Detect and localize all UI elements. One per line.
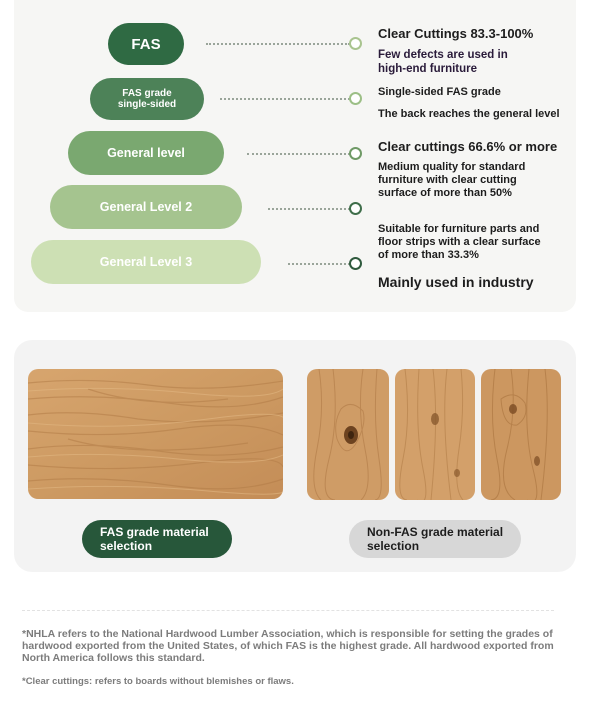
connector-line (268, 208, 350, 210)
grade-pill-general-level-3: General Level 3 (31, 240, 261, 284)
connector-dot-icon (349, 202, 362, 215)
grade-pill-fas-single-sided: FAS grade single-sided (90, 78, 204, 120)
non-fas-wood-board-image-3 (481, 369, 561, 500)
connector-line (288, 263, 350, 265)
grade-description-level-2 (378, 223, 550, 262)
connector-line (220, 98, 350, 100)
grade-pill-fas: FAS (108, 23, 184, 65)
grade-pill-general-level: General level (68, 131, 224, 175)
connector-line (247, 153, 350, 155)
description-detail: Medium quality for standard furniture with clear cutting surface of more than 50% (378, 161, 526, 199)
grade-description-general (378, 139, 583, 200)
connector-dot-icon (349, 92, 362, 105)
connector-dot-icon (349, 147, 362, 160)
clear-cuttings-footnote: *Clear cuttings: refers to boards without blemishes or flaws. (22, 676, 294, 687)
description-title: Single-sided FAS grade (378, 86, 501, 98)
non-fas-wood-board-image-1 (307, 369, 389, 500)
fas-material-label: FAS grade material selection (82, 520, 232, 558)
nhla-footnote: *NHLA refers to the National Hardwood Lumber Association, which is responsible for setting the grades of hardwood exported from the United States, of which FAS is the highest grade. All hardwood exported from North America follows this standard. (22, 628, 554, 664)
connector-dot-icon (349, 37, 362, 50)
description-title: Clear cuttings 66.6% or more (378, 139, 558, 154)
knotted-wood-grain-icon (307, 369, 389, 500)
description-detail: The back reaches the general level (378, 108, 560, 120)
grade-description-level-3 (378, 274, 578, 291)
description-title: Clear Cuttings 83.3-100% (378, 26, 534, 41)
connector-line (206, 43, 350, 45)
knotted-wood-grain-icon (481, 369, 561, 500)
section-divider (22, 610, 554, 611)
non-fas-material-label: Non-FAS grade material selection (349, 520, 521, 558)
description-title: Suitable for furniture parts and floor strips with a clear surface of more than 33.3% (378, 223, 541, 261)
grade-description-fas (378, 26, 578, 76)
description-title: Mainly used in industry (378, 274, 534, 290)
knotted-wood-grain-icon (395, 369, 475, 500)
non-fas-wood-board-image-2 (395, 369, 475, 500)
fas-wood-board-image (28, 369, 283, 499)
grade-pill-general-level-2: General Level 2 (50, 185, 242, 229)
connector-dot-icon (349, 257, 362, 270)
description-detail: Few defects are used in high-end furniture (378, 49, 508, 75)
fas-wood-grain-icon (28, 369, 283, 499)
grade-description-single-sided (378, 86, 583, 121)
